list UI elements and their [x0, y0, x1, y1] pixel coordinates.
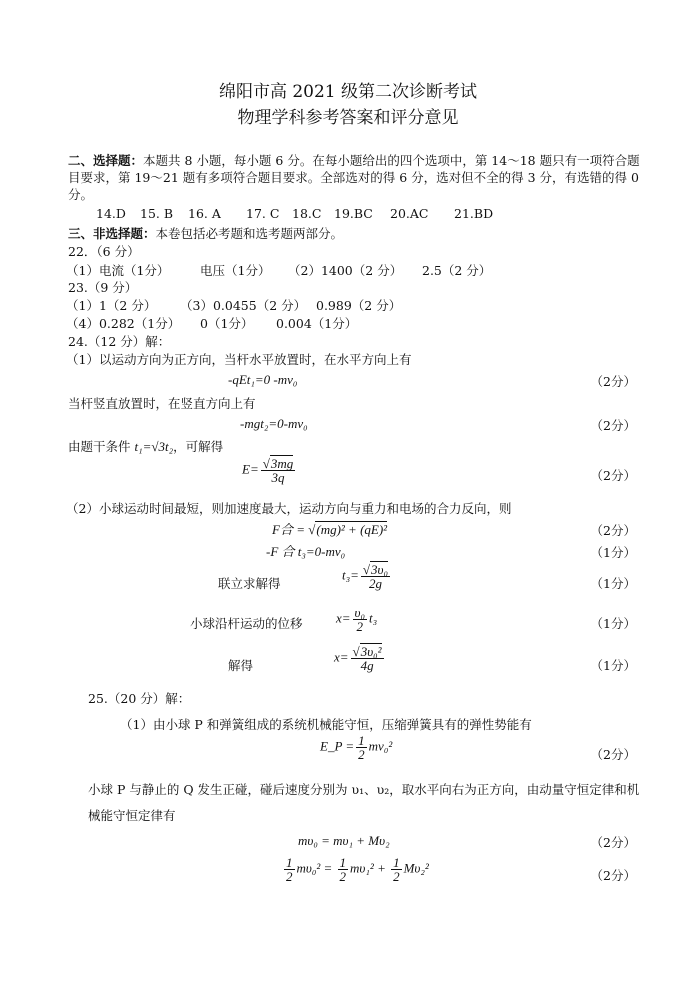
- q24-eq4: F合 = √(mg)² + (qE)²: [272, 522, 388, 537]
- section-2-heading: 二、选择题：: [68, 153, 144, 168]
- q24-eq5-score: （1分）: [590, 545, 636, 560]
- q25-eq2: mυ₀ = mυ₁ + Mυ₂: [298, 833, 390, 848]
- q24-eq7-denominator: 2: [356, 619, 364, 634]
- q24-eq3-score: （2分）: [590, 468, 636, 483]
- q24-eq6-numerator: 3υ₀: [371, 562, 389, 577]
- q24-eq8: [334, 645, 386, 672]
- answer-20: 20.AC: [390, 206, 429, 221]
- q24-condition-suffix: ，可解得: [173, 439, 224, 454]
- q25-eq3: [282, 856, 429, 883]
- q24-eq2-score: （2分）: [590, 418, 636, 433]
- q24-eq8-denominator: 4g: [360, 658, 374, 673]
- q24-eq5: -F 合 t₃=0-mv₀: [266, 544, 346, 559]
- q25-eq3-frac-c-num: 1: [393, 855, 400, 870]
- q24-eq3-numerator: 3mg: [270, 456, 294, 471]
- q25-eq3-frac-a-num: 1: [286, 855, 293, 870]
- answer-17: 17. C: [246, 206, 280, 221]
- q24-eq4-lhs: F合 =: [272, 522, 305, 537]
- q24-eq3: [242, 457, 297, 484]
- q25-eq3-frac-b: [338, 856, 349, 883]
- q25-eq2-score: （2分）: [590, 835, 636, 850]
- q24-condition-formula: t₁=√3t₂: [134, 439, 174, 454]
- q25-eq3-frac-b-den: 2: [339, 869, 347, 884]
- q25-eq1: [320, 734, 392, 761]
- q23-row2-1: （4）0.282（1分）: [66, 316, 181, 331]
- q25-part1-text: （1）由小球 P 和弹簧组成的系统机械能守恒，压缩弹簧具有的弹性势能有: [120, 717, 532, 732]
- q25-eq1-lhs: E_P =: [320, 738, 355, 754]
- q24-eq3-denominator: 3q: [271, 470, 285, 485]
- section-2-text: [68, 152, 640, 203]
- q24-solve-label: 联立求解得: [218, 576, 281, 591]
- q24-eq1: -qEt₁=0 -mv₀: [228, 372, 298, 387]
- q23-row2-2: 0（1分）: [200, 316, 254, 331]
- q25-label: 25.（20 分）解：: [88, 691, 191, 706]
- q25-part1-collision-text: 小球 P 与静止的 Q 发生正碰，碰后速度分别为 υ₁、υ₂，取水平向右为正方向，由动量守恒定律和机械能守恒定律有: [88, 782, 640, 823]
- q24-eq8-numerator: 3υ₀²: [360, 644, 382, 659]
- exam-title: 绵阳市高 2021 级第二次诊断考试: [218, 82, 478, 102]
- q25-eq3-term-b: mυ₁² +: [350, 860, 386, 876]
- section-3-heading: 三、非选择题：: [68, 226, 156, 241]
- q24-eq7: [336, 606, 377, 633]
- q24-condition-prefix: 由题干条件: [68, 439, 131, 454]
- q22-item-4: 2.5（2 分）: [422, 263, 492, 278]
- q24-eq8-lhs: x=: [334, 649, 349, 665]
- q24-eq7-fraction: [353, 606, 368, 633]
- q24-eq8-fraction: $\frac{\text{√3υ₀²}}{4g}$: [352, 644, 382, 673]
- q24-eq3-lhs: E=: [242, 461, 259, 477]
- q25-eq3-frac-c: [391, 856, 402, 883]
- q24-eq7-tail: t₃: [369, 610, 378, 626]
- answer-14: 14.D: [96, 206, 126, 221]
- q24-eq4-score: （2分）: [590, 523, 636, 538]
- q24-eq8-score: （1分）: [590, 658, 636, 673]
- q25-eq1-score: （2分）: [590, 747, 636, 762]
- q24-result-label: 解得: [228, 658, 254, 673]
- q25-eq3-term-a: mυ₀² =: [296, 860, 333, 876]
- q24-eq6: [342, 563, 392, 590]
- q23-row1-2: （3）0.0455（2 分）: [180, 298, 307, 313]
- q24-eq7-score: （1分）: [590, 616, 636, 631]
- q24-eq3-fraction: $\frac{√3mg}{3q}$: [262, 456, 294, 485]
- q24-part1-text2: 当杆竖直放置时，在竖直方向上有: [68, 396, 256, 411]
- section-2-instructions: 本题共 8 小题，每小题 6 分。在每小题给出的四个选项中，第 14～18 题只有一项符合题目要求，第 19～21 题有多项符合题目要求。全部选对的得 6 分，选对但不全的得 3 分，有选错的得 0 分。: [68, 153, 640, 202]
- q25-eq1-fraction: [356, 734, 367, 761]
- q22-item-1: （1）电流（1分）: [66, 263, 170, 278]
- q24-label: 24.（12 分）解：: [68, 334, 171, 349]
- q23-row1-1: （1）1（2 分）: [66, 298, 157, 313]
- answer-16: 16. A: [188, 206, 221, 221]
- q25-eq1-numerator: 1: [358, 733, 365, 748]
- q24-eq6-score: （1分）: [590, 576, 636, 591]
- q24-eq1-score: （2分）: [590, 374, 636, 389]
- q24-eq6-lhs: t₃=: [342, 567, 359, 583]
- q23-row1-3: 0.989（2 分）: [316, 298, 402, 313]
- section-3-instructions: 本卷包括必考题和选考题两部分。: [155, 226, 344, 241]
- q24-eq2: -mgt₂=0-mv₀: [240, 416, 308, 431]
- q25-eq3-term-c: Mυ₂²: [403, 860, 429, 876]
- q24-displacement-label: 小球沿杆运动的位移: [190, 616, 303, 631]
- q25-eq3-score: （2分）: [590, 868, 636, 883]
- q23-label: 23.（9 分）: [68, 280, 138, 295]
- q24-eq6-denominator: 2g: [368, 576, 382, 591]
- q24-condition: [68, 437, 223, 455]
- section-3-text: [68, 224, 343, 242]
- exam-subtitle: 物理学科参考答案和评分意见: [237, 108, 459, 128]
- q25-eq1-tail: mv₀²: [368, 738, 393, 754]
- q22-item-3: （2）1400（2 分）: [288, 263, 403, 278]
- q24-part2-text: （2）小球运动时间最短，则加速度最大，运动方向与重力和电场的合力反向，则: [66, 501, 512, 516]
- q25-eq3-frac-c-den: 2: [393, 869, 400, 884]
- q25-eq3-frac-b-num: 1: [339, 855, 347, 870]
- q25-eq3-frac-a: [284, 856, 295, 883]
- q22-label: 22．（6 分）: [68, 244, 140, 259]
- q24-eq6-fraction: $\frac{\text{√3υ₀}}{2g}$: [362, 562, 389, 591]
- q23-row2-3: 0.004（1分）: [276, 316, 358, 331]
- q25-eq1-denominator: 2: [358, 747, 365, 762]
- q24-eq7-lhs: x=: [336, 610, 351, 626]
- answer-15: 15. B: [140, 206, 174, 221]
- q24-part1-text: （1）以运动方向为正方向，当杆水平放置时，在水平方向上有: [66, 352, 412, 367]
- answer-18: 18.C: [292, 206, 322, 221]
- answer-19: 19.BC: [334, 206, 373, 221]
- q22-item-2: 电压（1分）: [200, 263, 271, 278]
- choice-answers: [96, 206, 516, 221]
- answer-21: 21.BD: [454, 206, 494, 221]
- q25-eq3-frac-a-den: 2: [286, 869, 293, 884]
- q24-eq7-numerator: υ₀: [354, 605, 366, 620]
- q24-eq4-radicand: (mg)² + (qE)²: [316, 522, 388, 537]
